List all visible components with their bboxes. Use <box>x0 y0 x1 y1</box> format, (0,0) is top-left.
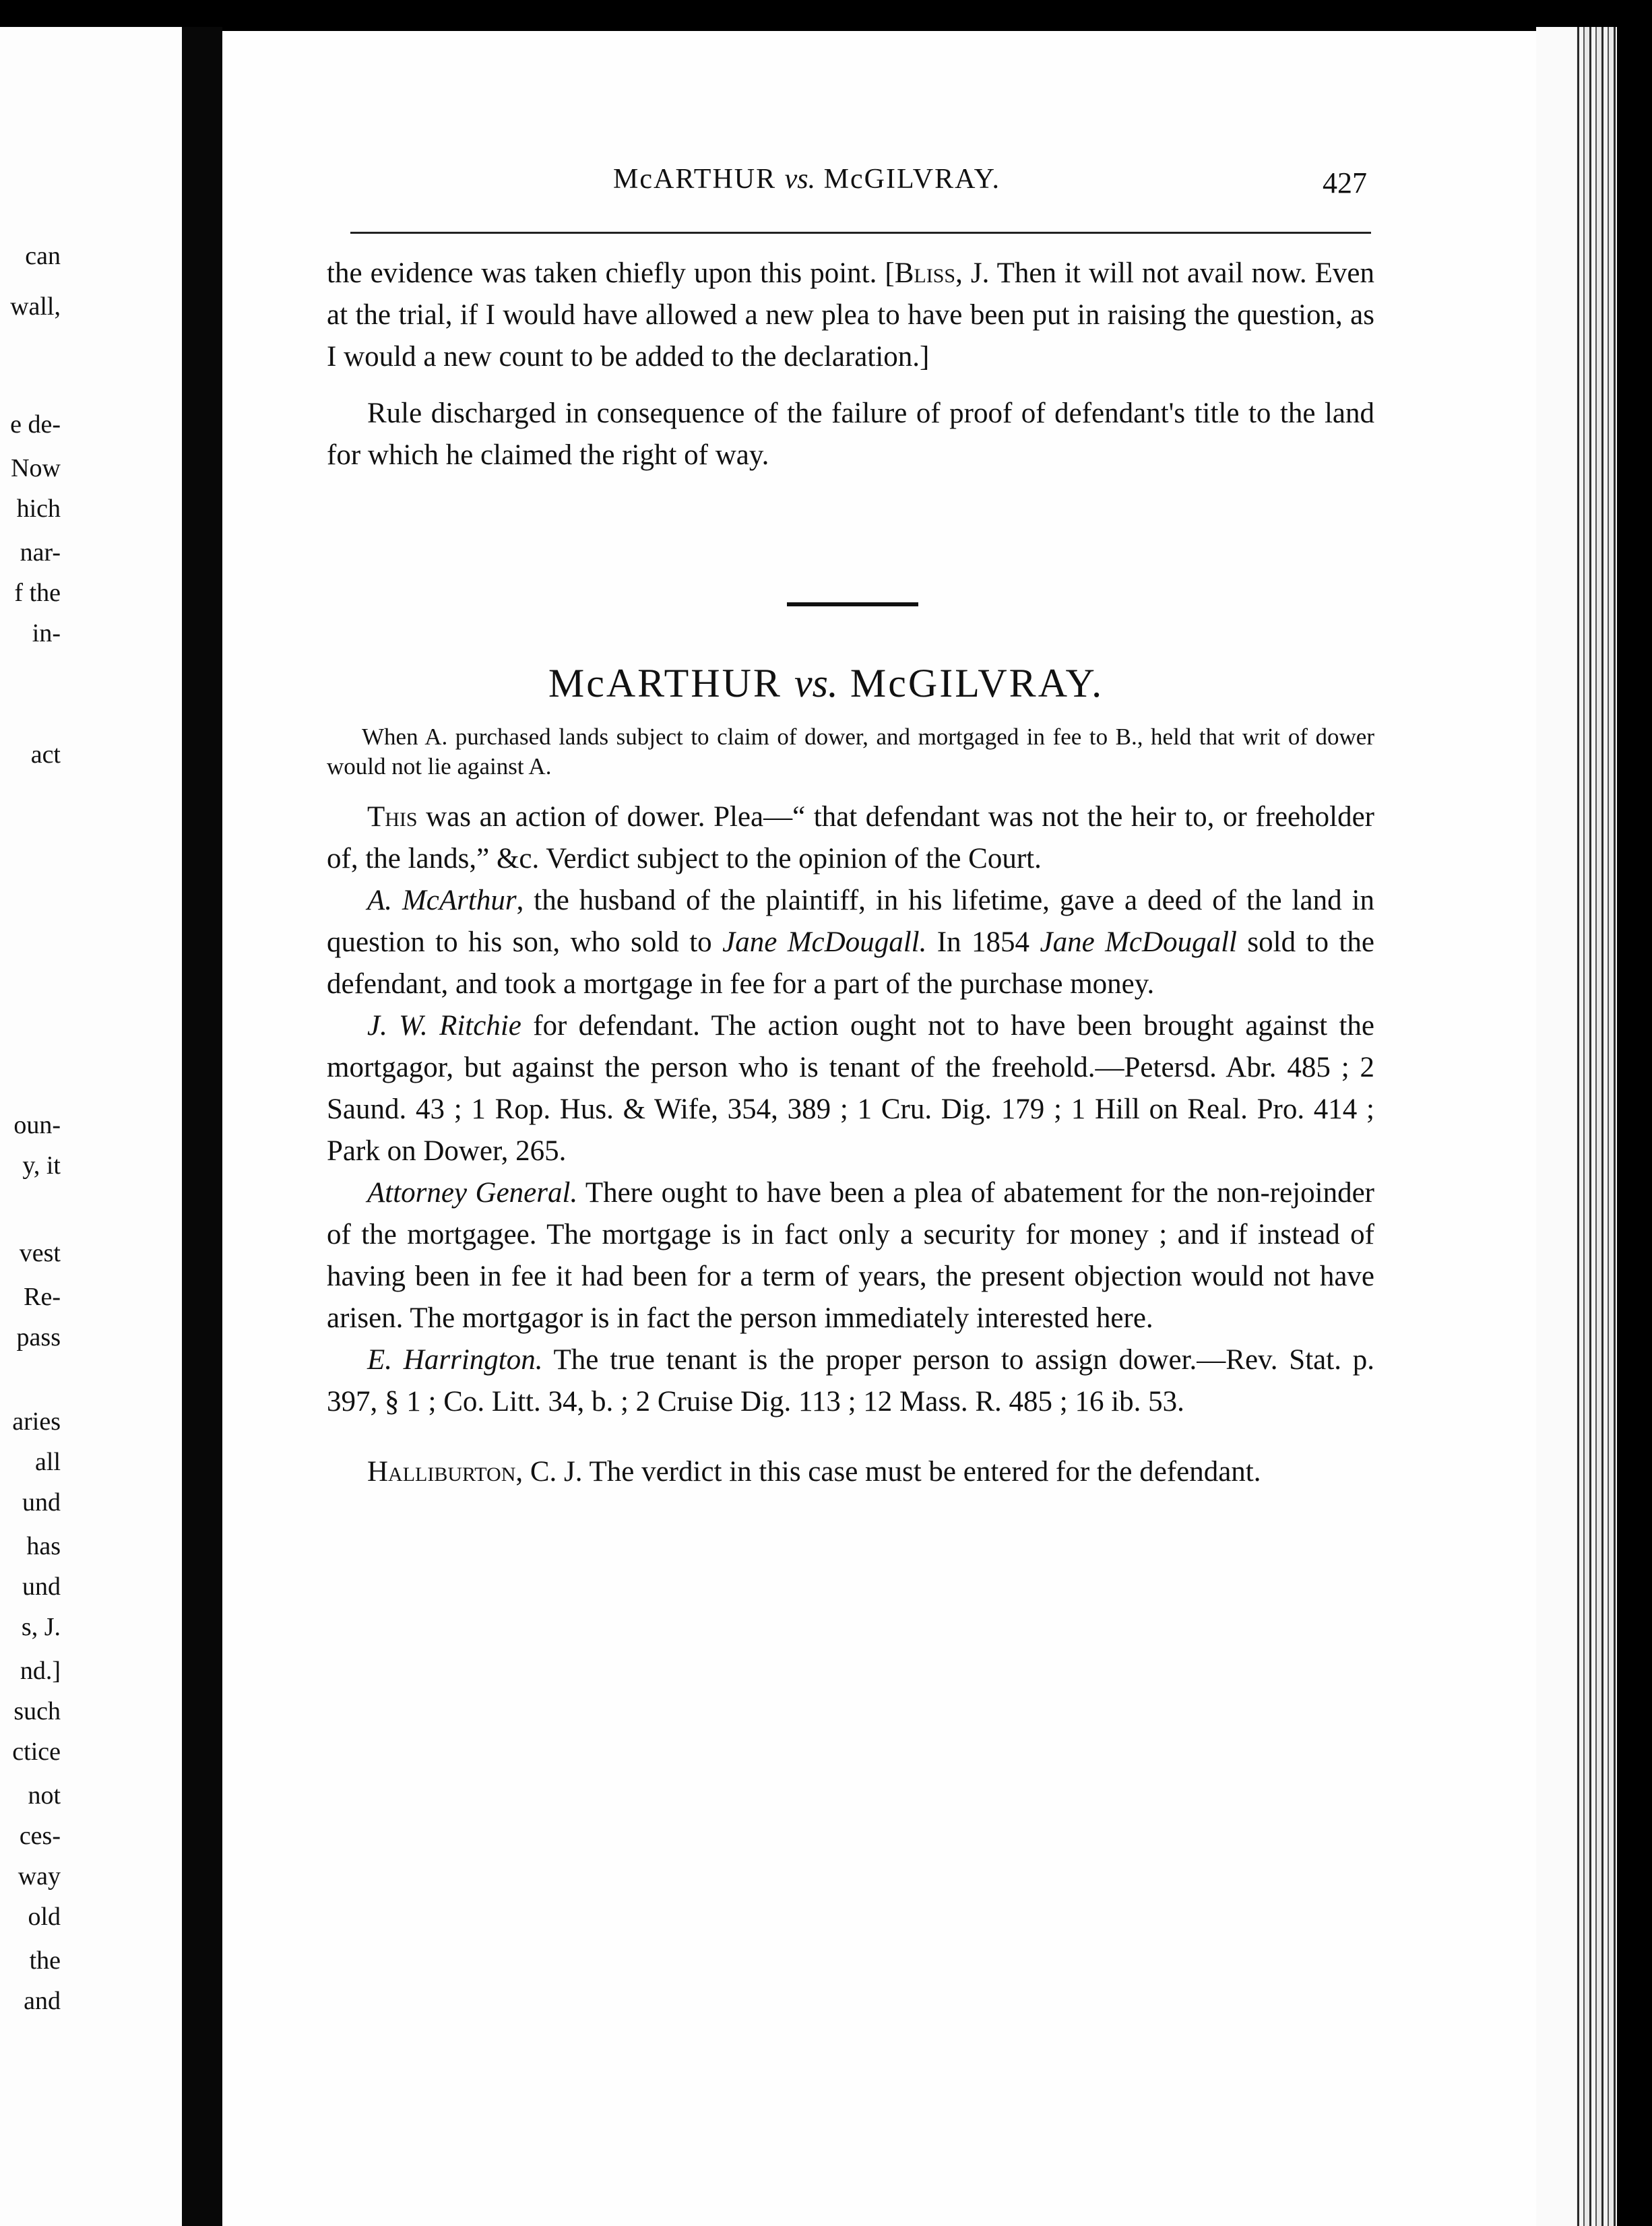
facing-page-fragment: oun- <box>13 1111 61 1139</box>
harrington-text: The true tenant is the proper person to assign dower.—Rev. Stat. p. 397, § 1 ; Co. Litt. 34, b. ; 2 Cruise Dig. 113 ; 12 Mass. R. 485 ; 16 ib. 53. <box>327 1344 1374 1418</box>
facing-page-fragment: Re- <box>24 1283 61 1311</box>
section-break-rule <box>787 602 918 606</box>
facing-page-fragment: hich <box>16 495 61 523</box>
counsel-name: E. Harrington. <box>367 1344 543 1376</box>
opening-word: This <box>367 801 418 833</box>
attorney-general-text: There ought to have been a plea of abatement for the non-rejoinder of the mortgagee. The mortgage is in fact only a security for money ; and if instead of having been in fee it had been for a term of years, the present objection would not have arisen. The mortgagor is in fact the person immediately interested here. <box>327 1177 1374 1334</box>
facing-page-fragment: e de- <box>10 410 61 439</box>
facing-page-fragment: aries <box>12 1407 61 1436</box>
case-body <box>327 796 1374 1493</box>
person-name: Jane McDougall. <box>722 926 927 958</box>
case-title-plaintiff: McARTHUR <box>548 661 782 705</box>
prior-case-conclusion <box>327 253 1374 476</box>
facing-page-fragment: act <box>30 740 61 769</box>
page-edges <box>1536 27 1617 2226</box>
counsel-name: J. W. Ritchie <box>367 1010 521 1042</box>
facing-page-fragment: Now <box>11 454 61 482</box>
facing-page-fragment: can <box>25 242 61 270</box>
case-title-defendant: McGILVRAY. <box>850 661 1104 705</box>
facing-page-fragment: has <box>26 1532 61 1560</box>
rule-discharged-paragraph: Rule discharged in consequence of the failure of proof of defendant's title to the land for which he claimed the right of way. <box>327 398 1374 471</box>
facing-page-fragment: vest <box>19 1239 61 1267</box>
prior-case-paragraph <box>327 253 1374 378</box>
facing-page-fragment: old <box>28 1903 61 1931</box>
running-head <box>613 163 1000 195</box>
running-head-defendant: McGILVRAY. <box>823 164 1000 195</box>
harrington-paragraph <box>327 1339 1374 1423</box>
facing-page-fragment: all <box>35 1448 61 1476</box>
facing-page-fragment: und <box>22 1488 61 1517</box>
facing-page-fragment: such <box>13 1697 61 1725</box>
running-head-plaintiff: McARTHUR <box>613 164 777 195</box>
page-number: 427 <box>1323 166 1367 199</box>
facing-page-fragment: not <box>28 1781 61 1810</box>
facing-page-fragment: ctice <box>12 1738 61 1766</box>
headnote: When A. purchased lands subject to claim of dower, and mortgaged in fee to B., held that writ of dower would not lie against A. <box>327 724 1374 780</box>
facing-page-fragment: in- <box>32 619 61 647</box>
background-text-b: In 1854 <box>926 926 1040 958</box>
judgment-paragraph <box>327 1451 1374 1493</box>
facing-page-fragment: y, it <box>22 1151 61 1180</box>
prior-text-b: , J. Then it will not avail now. Even at the trial, if I would have allowed a new plea to have been put in raising the question, as I would a new count to be added to the declaration.] <box>327 257 1374 373</box>
case-title <box>0 660 1652 707</box>
background-paragraph <box>327 880 1374 1005</box>
counsel-name: Attorney General. <box>367 1177 578 1209</box>
facing-page-fragment: the <box>29 1946 61 1975</box>
person-name: Jane McDougall <box>1040 926 1237 958</box>
judge-name: Halliburton <box>367 1456 516 1488</box>
defendant-argument-paragraph <box>327 1005 1374 1172</box>
book-gutter <box>182 27 222 2226</box>
facing-page-fragment: und <box>22 1572 61 1601</box>
defendant-argument-text: for defendant. The action ought not to have been brought against the mortgagor, but against the person who is tenant of the freehold.—Petersd. Abr. 485 ; 2 Saund. 43 ; 1 Rop. Hus. & Wife, 354, 389 ; 1 Cru. Dig. 179 ; 1 Hill on Real. Pro. 414 ; Park on Dower, 265. <box>327 1010 1374 1167</box>
running-head-vs: vs. <box>784 164 816 195</box>
judge-name: Bliss <box>894 257 956 289</box>
facing-page-fragment: nar- <box>20 538 61 567</box>
facing-page-fragment: s, J. <box>21 1613 61 1641</box>
scan-background <box>1617 0 1652 2226</box>
facts-text: was an action of dower. Plea—“ that defendant was not the heir to, or freeholder of, the lands,” &c. Verdict subject to the opinion of the Court. <box>327 801 1374 874</box>
facing-page-fragment: wall, <box>10 292 61 321</box>
facing-page-fragment: nd.] <box>20 1657 61 1685</box>
facing-page-fragment: pass <box>16 1323 61 1352</box>
facing-page-fragment: ces- <box>19 1822 61 1850</box>
facing-page-fragment: f the <box>14 579 61 607</box>
judgment-text: , C. J. The verdict in this case must be entered for the defendant. <box>515 1456 1261 1488</box>
background-text-a: , the husband of the plaintiff, in his lifetime, gave a deed of the land in question to his son, who sold to <box>327 885 1374 958</box>
case-title-vs: vs. <box>794 661 838 705</box>
person-name: A. McArthur <box>367 885 517 916</box>
header-rule <box>350 232 1371 234</box>
facing-page-fragment: way <box>18 1862 61 1890</box>
facing-page-fragment: and <box>24 1987 61 2015</box>
prior-text-a: the evidence was taken chiefly upon this point. [ <box>327 257 895 289</box>
attorney-general-paragraph <box>327 1172 1374 1339</box>
background-text-c: sold to the defendant, and took a mortgage in fee for a part of the purchase money. <box>327 926 1374 1000</box>
facts-paragraph <box>327 796 1374 880</box>
